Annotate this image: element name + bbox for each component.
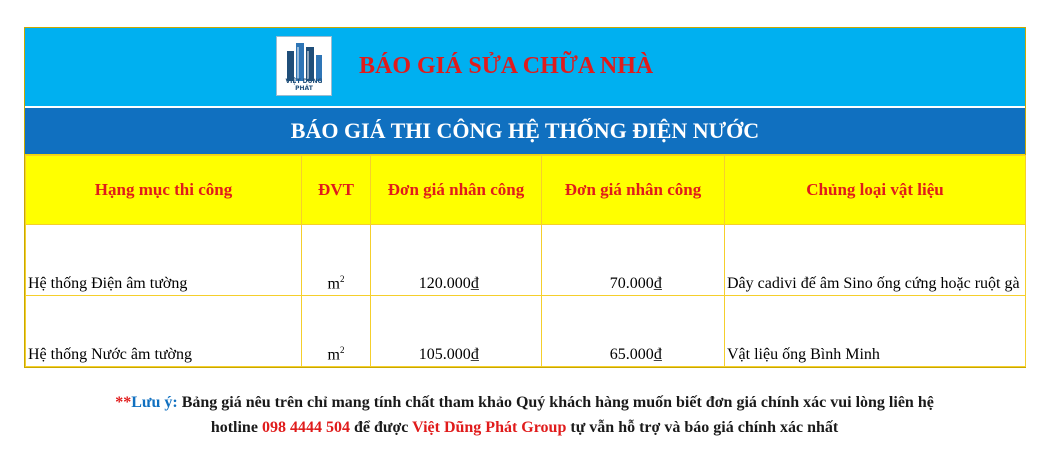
- header-labor-price-2: Đơn giá nhân công: [542, 156, 725, 225]
- cell-item: Hệ thống Điện âm tường: [26, 225, 302, 296]
- title-banner: [25, 28, 1025, 108]
- cell-material: Dây cadivi đế âm Sino ống cứng hoặc ruột gà: [725, 225, 1026, 296]
- header-material: Chủng loại vật liệu: [725, 156, 1026, 225]
- hotline-number: 098 4444 504: [261, 419, 350, 436]
- cell-price-2: 65.000₫: [542, 296, 725, 367]
- cell-item: Hệ thống Nước âm tường: [26, 296, 302, 367]
- cell-unit: $m^2$: [302, 296, 371, 367]
- cell-material: Vật liệu ống Bình Minh: [725, 296, 1026, 367]
- table-row: [26, 225, 1026, 296]
- note-label: Lưu ý:: [131, 394, 178, 411]
- cell-unit: $m^2$: [302, 225, 371, 296]
- note-line-2: hotline 098 4444 504 để được Việt Dũng Phát Group tự vẫn hỗ trợ và báo giá chính xác nhất: [210, 419, 839, 436]
- logo-caption: VIỆT DŨNG PHÁT: [285, 78, 323, 92]
- header-unit: ĐVT: [302, 156, 371, 225]
- table-header-row: [26, 156, 1026, 225]
- section-title: BÁO GIÁ THI CÔNG HỆ THỐNG ĐIỆN NƯỚC: [25, 108, 1025, 155]
- cell-price-1: 120.000₫: [371, 225, 542, 296]
- company-logo: [276, 36, 332, 96]
- disclaimer-note: [0, 390, 1049, 440]
- header-item: Hạng mục thi công: [26, 156, 302, 225]
- header-labor-price-1: Đơn giá nhân công: [371, 156, 542, 225]
- table-row: [26, 296, 1026, 367]
- note-line-1: **Lưu ý: Bảng giá nêu trên chỉ mang tính chất tham khảo Quý khách hàng muốn biết đơn giá chính xác vui lòng liên hệ: [115, 394, 934, 411]
- cell-price-2: 70.000₫: [542, 225, 725, 296]
- cell-price-1: 105.000₫: [371, 296, 542, 367]
- company-name: Việt Dũng Phát Group: [412, 419, 567, 436]
- price-sheet: [24, 27, 1026, 368]
- price-table: [25, 155, 1026, 367]
- page-title: BÁO GIÁ SỬA CHỮA NHÀ: [359, 53, 654, 79]
